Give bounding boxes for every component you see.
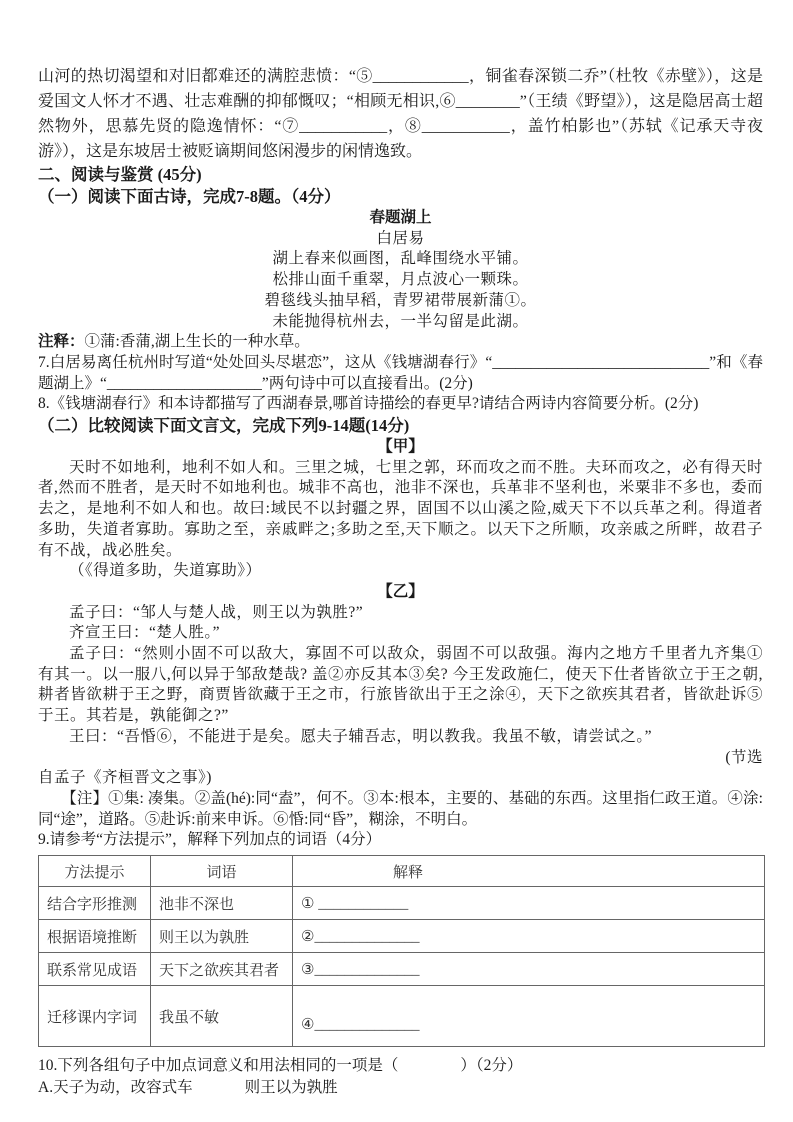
poem-note-text: ①蒲:香蒲,湖上生长的一种水草。 (84, 333, 310, 351)
question-9: 9.请参考“方法提示”，解释下列加点的词语（4分） (38, 831, 382, 849)
word-cell: 天下之欲疾其君者 (151, 953, 293, 986)
intro-paragraph: 山河的热切渴望和对旧都难还的满腔悲愤：“⑤____________，铜雀春深锁二乔”（杜牧《赤壁》），这是爱国文人怀才不遇、壮志难酬的抑郁慨叹；“相顾无相识,⑥________”（王绩《野望》），这是隐居高士超然物外，思慕先贤的隐逸情怀：“⑦___________，⑧___________，盖竹柏影也”（苏轼《记承天寺夜游》），这是东坡居士被贬谪期间悠闲漫步的闲情逸致。 (38, 68, 763, 160)
table-row (39, 953, 765, 986)
question-7: 7.白居易离任杭州时写道“处处回头尽堪恋”，这从《钱塘湖春行》“____________________________”和《春题湖上》“____________________”两句诗中可以直接看出。(2分) (38, 353, 763, 392)
method-cell: 结合字形推测 (39, 887, 151, 920)
poem-line: 湖上春来似画图，乱峰围绕水平铺。 (272, 250, 529, 268)
question-8: 8.《钱塘湖春行》和本诗都描写了西湖春景,哪首诗描绘的春更早?请结合两诗内容简要分析。(2分) (38, 395, 699, 413)
table-header-word: 词语 (151, 856, 293, 887)
word-cell: 池非不深也 (151, 887, 293, 920)
table-row (39, 986, 765, 1047)
answer-cell: ③______________ (293, 953, 765, 986)
table-row (39, 920, 765, 953)
section-heading: 二、阅读与鉴赏 (45分) (38, 165, 202, 184)
answer-cell: ②______________ (293, 920, 765, 953)
table-header-explanation: 解释 (293, 856, 765, 887)
yi-source-wrap: (节选 (725, 748, 763, 766)
answer-cell: ① ____________ (293, 887, 765, 920)
yi-paragraph: 孟子曰：“邹人与楚人战，则王以为孰胜?” (69, 603, 364, 621)
answer-cell: ④______________ (293, 986, 765, 1047)
option-a (38, 1077, 763, 1099)
word-cell: 我虽不敏 (151, 986, 293, 1047)
jia-source: （《得道多助，失道寡助》） (69, 562, 262, 580)
poem-line: 未能抛得杭州去，一半勾留是此湖。 (272, 312, 529, 330)
table-header-method: 方法提示 (39, 856, 151, 887)
table-row (39, 887, 765, 920)
yi-paragraph: 齐宣王曰：“楚人胜。” (69, 624, 221, 642)
jia-text: 天时不如地利，地利不如人和。三里之城，七里之郭，环而攻之而不胜。夫环而攻之，必有得天时者,然而不胜者，是天时不如地利也。城非不高也，池非不深也，兵革非不坚利也，米粟非不多也，委而去之，是地利不如人和也。故曰:域民不以封疆之界，固国不以山溪之险,威天下不以兵革之利。得道者多助，失道者寡助。寡助之至，亲戚畔之;多助之至,天下顺之。以天下之所顺，攻亲戚之所畔，故君子有不战，战必胜矣。 (38, 458, 763, 559)
poem-author: 白居易 (376, 229, 425, 247)
poem-note-label: 注释： (38, 333, 85, 351)
yi-paragraph: 孟子曰：“然则小固不可以敌大，寡固不可以敌众，弱固不可以敌强。海内之地方千里者九齐集①有其一。以一服八,何以异于邹敌楚哉? 盖②亦反其本③矣? 今王发政施仁，使天下仕者皆欲立于王之朝,耕者皆欲耕于王之野，商贾皆欲藏于王之市，行旅皆欲出于王之涂④，天下之欲疾其君者，皆欲赴诉⑤于王。其若是，孰能御之?” (38, 645, 763, 725)
poem-line: 松排山面千重翠，月点波心一颗珠。 (272, 271, 529, 289)
yi-paragraph: 王曰：“吾惛⑥，不能进于是矣。愿夫子辅吾志，明以教我。我虽不敏，请尝试之。” (69, 727, 653, 745)
method-cell: 联系常见成语 (39, 953, 151, 986)
yi-source-rest: 自孟子《齐桓晋文之事》) (38, 769, 212, 787)
poem-title: 春题湖上 (369, 209, 432, 226)
part1-heading: （一）阅读下面古诗，完成7-8题。（4分） (38, 187, 341, 206)
yi-label: 【乙】 (377, 582, 424, 600)
poem-line: 碧毯线头抽早稻，青罗裙带展新蒲①。 (264, 291, 537, 309)
poem-note (38, 332, 763, 353)
method-cell: 根据语境推断 (39, 920, 151, 953)
jia-label: 【甲】 (377, 438, 424, 456)
notes-paragraph: 【注】①集: 凑集。②盖(hé):同“盍”，何不。③本:根本，主要的、基础的东西。这里指仁政王道。④涂:同“途”，道路。⑤赴诉:前来申诉。⑥惛:同“昏”，糊涂，不明白。 (38, 789, 763, 828)
option-a-left: A.天子为动，改容式车 (38, 1079, 193, 1097)
word-cell: 则王以为孰胜 (151, 920, 293, 953)
question-10: 10.下列各组句子中加点词意义和用法相同的一项是（ ）（2分） (38, 1057, 523, 1075)
option-a-right: 则王以为孰胜 (244, 1079, 338, 1097)
table-header-row (39, 856, 765, 887)
method-table (38, 855, 765, 1047)
method-cell: 迁移课内字词 (39, 986, 151, 1047)
part2-heading: （二）比较阅读下面文言文，完成下列9-14题(14分) (38, 416, 410, 436)
